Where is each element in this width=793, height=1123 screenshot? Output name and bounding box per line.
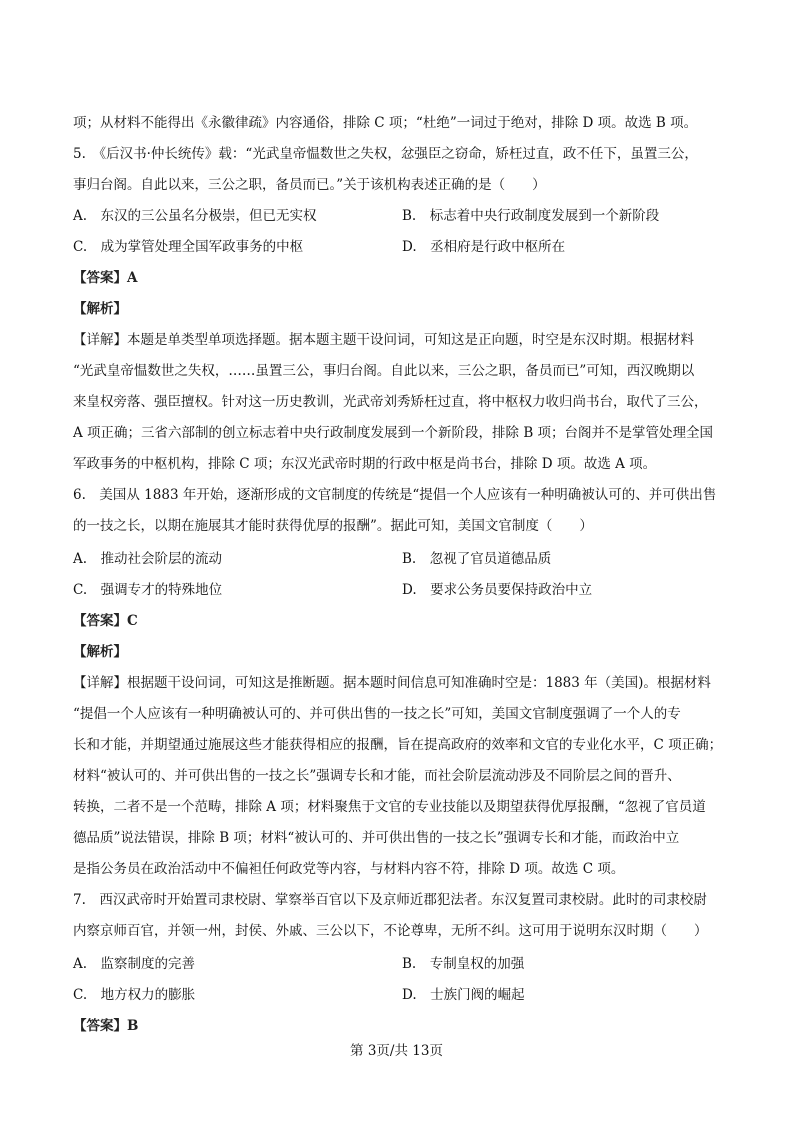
q6-analysis-label: 【解析】 <box>73 644 127 660</box>
q6-detail: 长和才能，并期望通过施展这些才能获得相应的报酬，旨在提高政府的效率和文官的专业化水平，C 项正确； <box>73 737 723 753</box>
q5-detail: A 项正确；三省六部制的创立标志着中央行政制度发展到一个新阶段，排除 B 项；台阁并不是掌管处理全国 <box>73 425 714 441</box>
q6-option-b: B. 忽视了官员道德品质 <box>402 551 552 567</box>
q5-detail: 来皇权旁落、强臣擅权。针对这一历史教训，光武帝刘秀矫枉过直，将中枢权力收归尚书台，取代了三公， <box>73 394 708 410</box>
text-line: 项；从材料不能得出《永徽律疏》内容通俗，排除 C 项；“杜绝”一词过于绝对，排除 D 项。故选 B 项。 <box>73 115 698 131</box>
question-6-stem: 的一技之长，以期在施展其才能时获得优厚的报酬”。据此可知，美国文官制度（ ） <box>73 518 593 534</box>
question-7-stem: 7. 西汉武帝时开始置司隶校尉、掌察举百官以下及京师近郡犯法者。东汉复置司隶校尉。此时的司隶校尉 <box>73 892 707 908</box>
question-5-stem: 5. 《后汉书·仲长统传》载：“光武皇帝愠数世之失权，忿强臣之窃命，矫枉过直，政不任下，虽置三公， <box>73 146 698 162</box>
q5-detail: “光武皇帝愠数世之失权，……虽置三公，事归台阁。自此以来，三公之职，备员而已”可知，西汉晚期以 <box>73 363 695 379</box>
q7-option-c: C. 地方权力的膨胀 <box>73 987 196 1003</box>
question-7-stem: 内察京师百官，并领一州，封侯、外戚、三公以下，不论尊卑，无所不纠。这可用于说明东汉时期（ ） <box>73 923 708 939</box>
page-footer: 第 3页/共 13页 <box>350 1043 443 1059</box>
q5-option-c: C. 成为掌管处理全国军政事务的中枢 <box>73 239 304 255</box>
q6-detail: 转换，二者不是一个范畴，排除 A 项；材料聚焦于文官的专业技能以及期望获得优厚报酬，“忽视了官员道 <box>73 799 706 815</box>
q6-detail: “提倡一个人应该有一种明确被认可的、并可供出售的一技之长”可知，美国文官制度强调了一个人的专 <box>73 706 681 722</box>
q6-option-d: D. 要求公务员要保持政治中立 <box>402 582 593 598</box>
q6-detail: 材料“被认可的、并可供出售的一技之长”强调专长和才能，而社会阶层流动涉及不同阶层之间的晋升、 <box>73 768 681 784</box>
question-6-stem: 6. 美国从 1883 年开始，逐渐形成的文官制度的传统是“提倡一个人应该有一种明确被认可的、并可供出售 <box>73 487 717 503</box>
q5-option-a: A. 东汉的三公虽名分极崇，但已无实权 <box>73 208 317 224</box>
q6-detail: 【详解】根据题干设问词，可知这是推断题。据本题时间信息可知准确时空是：1883 年（美国)。根据材料 <box>73 675 711 691</box>
q6-option-c: C. 强调专才的特殊地位 <box>73 582 223 598</box>
q5-answer: 【答案】A <box>73 270 138 286</box>
q5-detail: 军政事务的中枢机构，排除 C 项；东汉光武帝时期的行政中枢是尚书台，排除 D 项。故选 A 项。 <box>73 456 657 472</box>
q7-answer: 【答案】B <box>73 1018 139 1034</box>
q6-answer: 【答案】C <box>73 613 138 629</box>
q7-option-a: A. 监察制度的完善 <box>73 956 196 972</box>
q7-option-b: B. 专制皇权的加强 <box>402 956 525 972</box>
q6-option-a: A. 推动社会阶层的流动 <box>73 551 223 567</box>
q7-option-d: D. 士族门阀的崛起 <box>402 987 525 1003</box>
q5-detail: 【详解】本题是单类型单项选择题。据本题主题干设问词，可知这是正向题，时空是东汉时期。根据材料 <box>73 332 694 348</box>
q5-option-d: D. 丞相府是行政中枢所在 <box>402 239 566 255</box>
question-5-stem: 事归台阁。自此以来，三公之职，备员而已。”关于该机构表述正确的是（ ） <box>73 177 546 193</box>
q5-option-b: B. 标志着中央行政制度发展到一个新阶段 <box>402 208 660 224</box>
q6-detail: 是指公务员在政治活动中不偏袒任何政党等内容，与材料内容不符，排除 D 项。故选 C 项。 <box>73 861 625 877</box>
q5-analysis-label: 【解析】 <box>73 301 127 317</box>
q6-detail: 德品质”说法错误，排除 B 项；材料“被认可的、并可供出售的一技之长”强调专长和才能，而政治中立 <box>73 830 680 846</box>
